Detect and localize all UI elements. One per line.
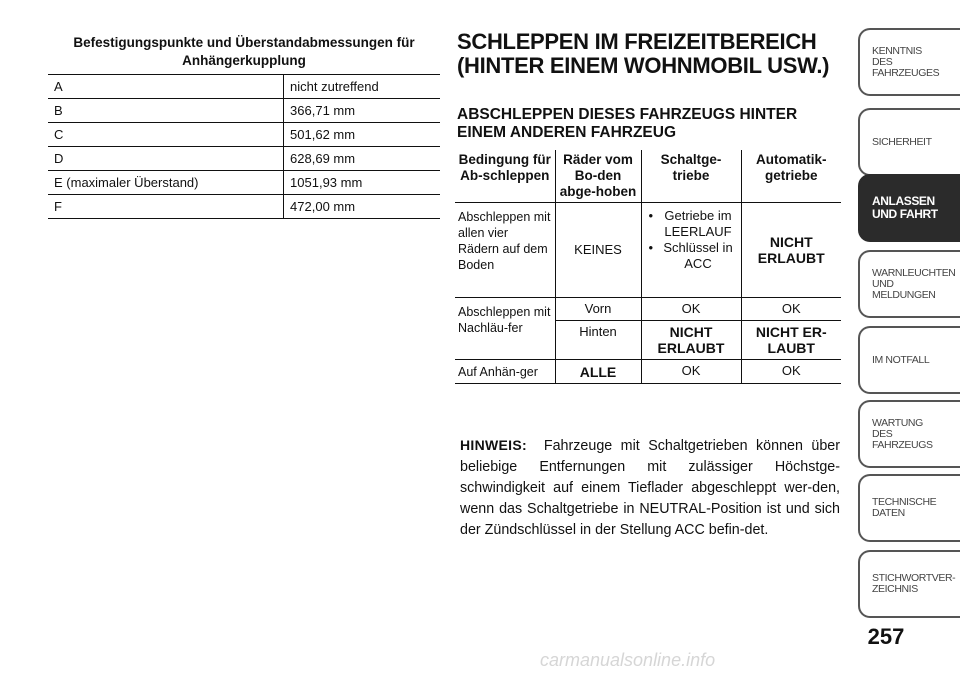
row-value: nicht zutreffend bbox=[284, 75, 440, 99]
row-label: E (maximaler Überstand) bbox=[48, 171, 284, 195]
sidebar-tab-kenntnis[interactable] bbox=[858, 28, 960, 96]
row-label: F bbox=[48, 195, 284, 219]
table-row bbox=[48, 171, 440, 195]
condition-cell: Abschleppen mit allen vier Rädern auf dem Boden bbox=[455, 203, 555, 298]
tab-label: TECHNISCHE DATEN bbox=[872, 496, 937, 519]
row-value: 472,00 mm bbox=[284, 195, 440, 219]
note-text: Fahrzeuge mit Schaltgetrieben können über beliebige Entfernungen mit zulässiger Höchstge-schwindigkeit auf einem Tieflader abgeschleppt wer-den, wenn das Schaltgetriebe in NEUTRAL-Position ist und sich der Zündschlüssel in der Stellung ACC befin-det. bbox=[460, 438, 840, 538]
mount-dimensions-table bbox=[48, 32, 440, 219]
table-row bbox=[48, 147, 440, 171]
wheels-cell: ALLE bbox=[555, 360, 641, 384]
section-title: SCHLEPPEN IM FREIZEITBEREICH (HINTER EINEM WOHNMOBIL USW.) bbox=[457, 29, 830, 78]
condition-cell: Abschleppen mit Nachläu-fer bbox=[455, 298, 555, 360]
sidebar-tab-sicherheit[interactable] bbox=[858, 108, 960, 176]
sidebar-tab-technische-daten[interactable] bbox=[858, 474, 960, 542]
tab-label: KENNTNIS DES FAHRZEUGES bbox=[872, 44, 940, 79]
towing-table bbox=[455, 150, 841, 384]
manual-cell: OK bbox=[641, 298, 741, 321]
wheels-cell: Vorn bbox=[555, 298, 641, 321]
note-label: HINWEIS: bbox=[460, 437, 527, 453]
row-label: B bbox=[48, 99, 284, 123]
manual-cell: OK bbox=[641, 360, 741, 384]
table-row bbox=[48, 123, 440, 147]
tab-label: WARTUNG DES FAHRZEUGS bbox=[872, 416, 933, 451]
table-row bbox=[455, 203, 841, 298]
table-row bbox=[48, 195, 440, 219]
wheels-cell: Hinten bbox=[555, 321, 641, 360]
tab-label: SICHERHEIT bbox=[872, 135, 932, 148]
wheels-cell: KEINES bbox=[555, 203, 641, 298]
table-row bbox=[48, 99, 440, 123]
page-number: 257 bbox=[867, 624, 905, 649]
sidebar-tab-stichwortverzeichnis[interactable] bbox=[858, 550, 960, 618]
auto-cell: NICHT ERLAUBT bbox=[741, 203, 841, 298]
tab-label: IM NOTFALL bbox=[872, 353, 930, 366]
tab-label: STICHWORTVER- ZEICHNIS bbox=[872, 572, 956, 595]
manual-cell bbox=[641, 203, 741, 298]
sidebar-tab-warnleuchten[interactable] bbox=[858, 250, 960, 318]
list-item: • Getriebe im LEERLAUF bbox=[659, 208, 738, 240]
row-label: C bbox=[48, 123, 284, 147]
row-value: 366,71 mm bbox=[284, 99, 440, 123]
row-value: 628,69 mm bbox=[284, 147, 440, 171]
row-label: A bbox=[48, 75, 284, 99]
col-header-manual: Schaltge-triebe bbox=[641, 150, 741, 203]
auto-cell: OK bbox=[741, 298, 841, 321]
note-paragraph bbox=[460, 435, 840, 541]
table-row bbox=[48, 75, 440, 99]
col-header-wheels: Räder vom Bo-den abge-hoben bbox=[555, 150, 641, 203]
row-value: 1051,93 mm bbox=[284, 171, 440, 195]
mount-table-header: Befestigungspunkte und Überstandabmessungen für Anhängerkupplung bbox=[48, 32, 440, 75]
table-row bbox=[455, 298, 841, 321]
tab-label: ANLASSEN UND FAHRT bbox=[872, 194, 938, 221]
row-value: 501,62 mm bbox=[284, 123, 440, 147]
row-label: D bbox=[48, 147, 284, 171]
auto-cell: OK bbox=[741, 360, 841, 384]
col-header-condition: Bedingung für Ab-schleppen bbox=[455, 150, 555, 203]
sidebar-tab-wartung[interactable] bbox=[858, 400, 960, 468]
watermark: carmanualsonline.info bbox=[540, 650, 716, 670]
section-subtitle: ABSCHLEPPEN DIESES FAHRZEUGS HINTER EINEM ANDEREN FAHRZEUG bbox=[457, 106, 798, 141]
table-row bbox=[455, 360, 841, 384]
manual-cell: NICHT ERLAUBT bbox=[641, 321, 741, 360]
auto-cell: NICHT ER-LAUBT bbox=[741, 321, 841, 360]
list-item: • Schlüssel in ACC bbox=[659, 240, 738, 272]
sidebar-tab-anlassen[interactable] bbox=[858, 174, 960, 242]
tab-label: WARNLEUCHTEN UND MELDUNGEN bbox=[872, 266, 956, 301]
sidebar-tab-notfall[interactable] bbox=[858, 326, 960, 394]
col-header-automatic: Automatik-getriebe bbox=[741, 150, 841, 203]
condition-cell: Auf Anhän-ger bbox=[455, 360, 555, 384]
